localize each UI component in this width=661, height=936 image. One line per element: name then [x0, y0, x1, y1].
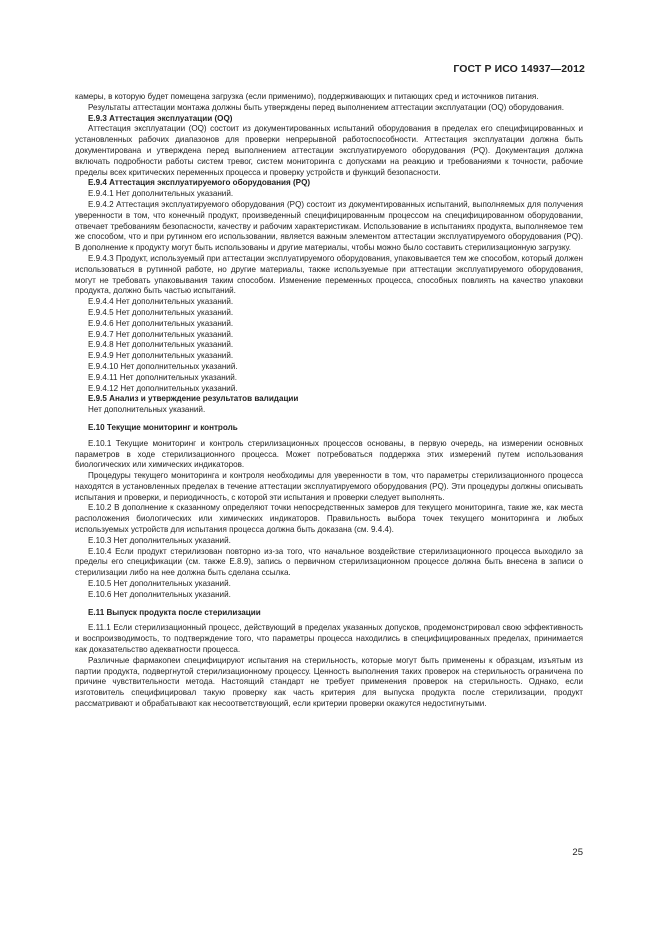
- paragraph: E.10.4 Если продукт стерилизован повторно из-за того, что начальное воздействие стерилизационного процесса выходило за пределы его спецификации (см. также E.8.9), запись о первичном стерилизационном процессе должна быть внесена в записи о стерилизации либо на нее должна быть сделана ссылка.: [75, 546, 583, 578]
- paragraph: E.10.1 Текущие мониторинг и контроль стерилизационных процессов основаны, в первую очередь, на измерении основных параметров в ходе стерилизационного процесса. Может потребоваться поддержка этих измерений путем использования биологических или химических индикаторов.: [75, 438, 583, 470]
- paragraph: E.9.4.4 Нет дополнительных указаний.: [88, 297, 234, 307]
- section-heading: E.10 Текущие мониторинг и контроль: [88, 422, 238, 432]
- section-heading: E.11 Выпуск продукта после стерилизации: [88, 607, 261, 617]
- paragraph: E.9.4.12 Нет дополнительных указаний.: [88, 383, 238, 393]
- section-heading: E.9.4 Аттестация эксплуатируемого оборудования (PQ): [88, 178, 311, 188]
- paragraph: Аттестация эксплуатации (OQ) состоит из документированных испытаний оборудования в пределах его специфицированных и установленных рабочих диапазонов для проверки непрерывной работоспособности. Аттестация эксплуатации должна быть документирована и утверждена перед выполнением аттестации эксплуатируемого оборудования (PQ). Документация должна включать подробности работы систем тревог, систем мониторинга с допусками на реакцию и требованиями к точности, рабочие пределы всех критических переменных процесса и проверку устройств и функций безопасности.: [75, 124, 583, 177]
- paragraph: E.9.4.5 Нет дополнительных указаний.: [88, 307, 234, 317]
- paragraph: E.10.5 Нет дополнительных указаний.: [88, 579, 231, 589]
- paragraph: E.9.4.2 Аттестация эксплуатируемого оборудования (PQ) состоит из документированных испытаний, выполняемых для получения уверенности в том, что конечный продукт, произведенный специфицированным процессом на специфицированном оборудовании, отвечает требованиям безопасности, качеству и рабочим характеристикам. Использование в испытаниях продукта, выполняемое тем же способом, что и при рутинном его использовании, является важным элементом аттестации эксплуатируемого оборудования (PQ). В дополнение к продукту могут быть использованы и другие материалы, чтобы можно было составить стерилизационную загрузку.: [75, 199, 583, 253]
- paragraph: E.10.6 Нет дополнительных указаний.: [88, 589, 231, 599]
- paragraph: Результаты аттестации монтажа должны быть утверждены перед выполнением аттестации эксплуатации (OQ) оборудования.: [88, 102, 565, 112]
- paragraph: E.11.1 Если стерилизационный процесс, действующий в пределах указанных допусков, продемонстрировал свою эффективность и воспроизводимость, то подтверждение того, что параметры процесса находились в специфицированных пределах, принимается как доказательство адекватности процесса.: [75, 623, 583, 655]
- paragraph: E.10.3 Нет дополнительных указаний.: [88, 535, 231, 545]
- paragraph: E.10.2 В дополнение к сказанному определяют точки непосредственных замеров для текущего мониторинга, такие же, как места расположения биологических или химических индикаторов. Правильность выбора точек текущего мониторинга и любых используемых устройств для испытания процесса должна быть доказана (см. 9.4.4).: [75, 503, 583, 535]
- paragraph: камеры, в которую будет помещена загрузка (если применимо), поддерживающих и питающих сред и источников питания.: [75, 92, 539, 101]
- paragraph: Процедуры текущего мониторинга и контроля необходимы для уверенности в том, что параметры стерилизационного процесса находятся в установленных пределах в течение аттестации эксплуатируемого оборудования (PQ). Эти процедуры должны описывать испытания и проверки, и периодичность, с которой эти испытания и проверки следует выполнять.: [75, 471, 583, 502]
- paragraph: E.9.4.3 Продукт, используемый при аттестации эксплуатируемого оборудования, упаковывается тем же способом, который должен использоваться в рутинной работе, но другие материалы, также используемые при аттестации эксплуатируемого оборудования, могут не требовать упаковывания таким способом. Изменение переменных процесса, способных повлиять на качество упаковки продукта, должно быть частью испытаний.: [75, 253, 583, 296]
- paragraph: E.9.4.11 Нет дополнительных указаний.: [88, 372, 237, 382]
- paragraph: Нет дополнительных указаний.: [88, 405, 206, 415]
- section-heading: E.9.3 Аттестация эксплуатации (OQ): [88, 113, 233, 123]
- paragraph: Различные фармакопеи специфицируют испытания на стерильность, которые могут быть применены к образцам, изъятым из партии продукта, подвергнутой стерилизационному процессу. Ценность выполнения таких проверок на стерильность ограничена по причине чувствительности метода. Настоящий стандарт не требует применения проверок на стерильность. Однако, если изготовитель специфицировал такую проверку как часть критерия для выпуска продукта после стерилизации, продукт рассматривают и обрабатывают как несоответствующий, если критерии проверки окажутся недостигнутыми.: [75, 655, 583, 709]
- section-heading: E.9.5 Анализ и утверждение результатов валидации: [88, 394, 299, 404]
- paragraph: E.9.4.10 Нет дополнительных указаний.: [88, 361, 238, 371]
- paragraph: E.9.4.1 Нет дополнительных указаний.: [88, 189, 234, 199]
- document-body: [75, 92, 583, 710]
- paragraph: E.9.4.6 Нет дополнительных указаний.: [88, 318, 234, 328]
- paragraph: E.9.4.7 Нет дополнительных указаний.: [88, 329, 234, 339]
- paragraph: E.9.4.8 Нет дополнительных указаний.: [88, 340, 234, 350]
- page-number: 25: [572, 847, 583, 858]
- document-header: ГОСТ Р ИСО 14937—2012: [453, 63, 585, 75]
- paragraph: E.9.4.9 Нет дополнительных указаний.: [88, 351, 234, 361]
